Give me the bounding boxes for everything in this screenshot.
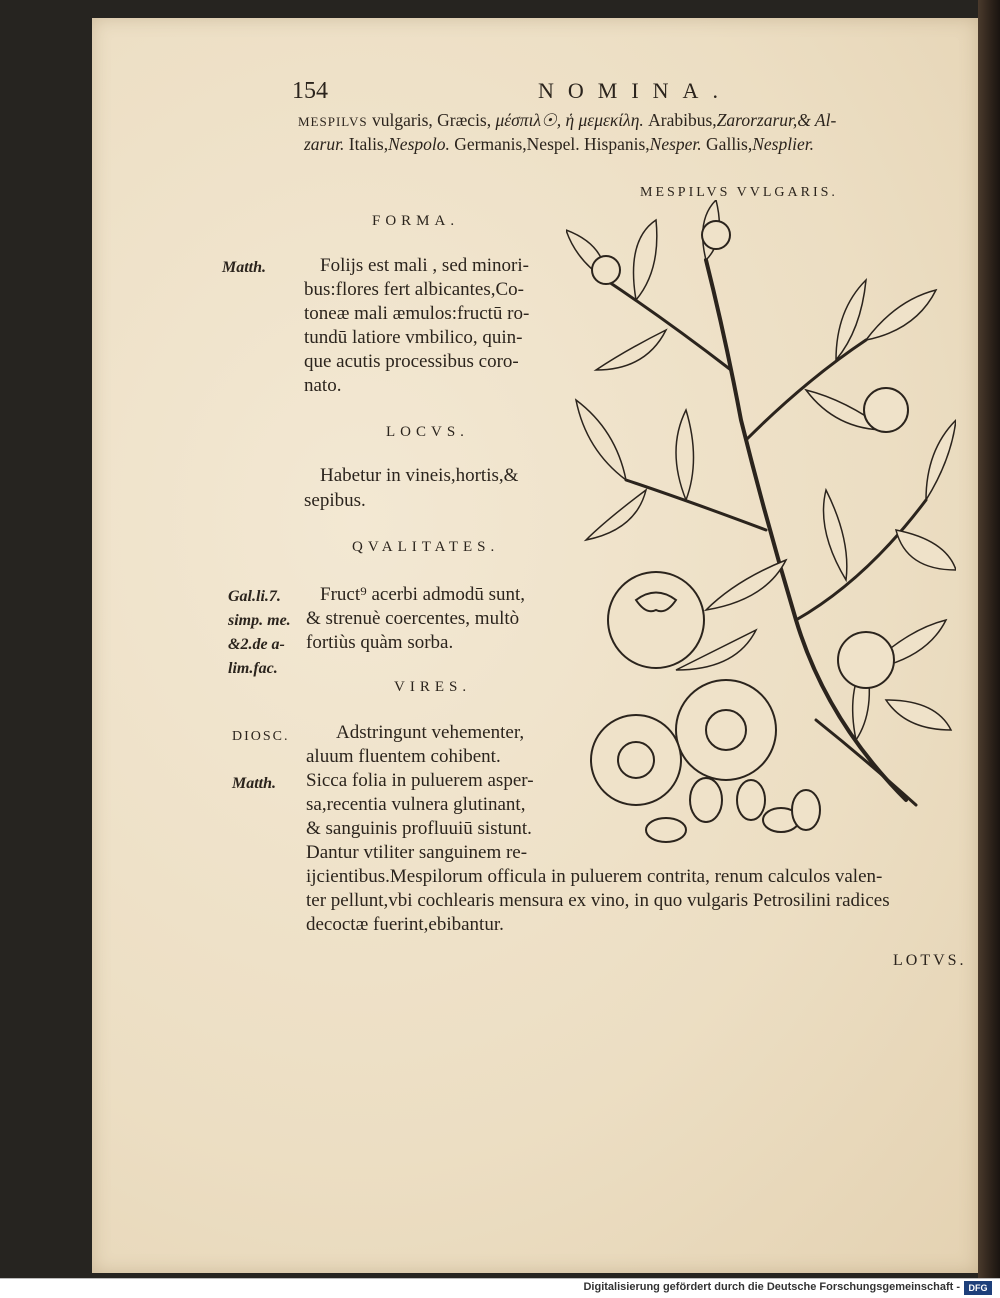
margin-note-matth: Matth. xyxy=(232,775,277,792)
italian-name: Nespolo. xyxy=(388,134,450,154)
nomina-text: vulgaris, Græcis, xyxy=(372,110,492,130)
margin-note-dioscorides: DIOSC. xyxy=(232,729,290,744)
margin-note-galen: Gal.li.7. xyxy=(228,588,281,605)
margin-note-galen: &2.de a- xyxy=(228,636,285,653)
catchword: LOTVS. xyxy=(893,952,967,969)
forma-line: toneæ mali æmulos:fructū ro- xyxy=(304,303,530,324)
species-name: MESPILVS xyxy=(298,114,368,129)
forma-line: bus:flores fert albicantes,Co- xyxy=(304,279,525,300)
spanish-name: Nesper. xyxy=(649,134,702,154)
heading-forma: FORMA. xyxy=(372,213,460,229)
footer-bar xyxy=(0,1278,1000,1298)
forma-line: Folijs est mali , sed minori- xyxy=(320,255,529,276)
nomina-text: Hispanis, xyxy=(584,134,650,154)
heading-vires: VIRES. xyxy=(394,679,472,695)
plate-label: MESPILVS VVLGARIS. xyxy=(640,185,838,200)
nomina-text: Gallis, xyxy=(706,134,753,154)
nomina-text: Italis, xyxy=(348,134,389,154)
vires-line: ter pellunt,vbi cochlearis mensura ex vino, in quo vulgaris Petrosilini radices xyxy=(306,890,890,911)
margin-note-galen: lim.fac. xyxy=(228,660,278,677)
forma-line: tundū latiore vmbilico, quin- xyxy=(304,327,523,348)
vires-line: Sicca folia in puluerem asper- xyxy=(306,770,534,791)
nomina-text: Arabibus, xyxy=(648,110,717,130)
vires-line: sa,recentia vulnera glutinant, xyxy=(306,794,526,815)
running-head: NOMINA. xyxy=(538,78,732,103)
vires-line: ijcientibus.Mespilorum officula in puluerem contrita, renum calculos valen- xyxy=(306,866,883,887)
page-number: 154 xyxy=(292,78,328,104)
nomina-text: Germanis, xyxy=(454,134,527,154)
forma-line: que acutis processibus coro- xyxy=(304,351,519,372)
locus-line: Habetur in vineis,hortis,& xyxy=(320,465,519,486)
qualitates-line: fortiùs quàm sorba. xyxy=(306,632,454,653)
margin-note-matth: Matth. xyxy=(222,259,267,276)
locus-line: sepibus. xyxy=(304,490,366,511)
french-name: Nesplier. xyxy=(752,134,814,154)
footer-credit: Digitalisierung gefördert durch die Deutsche Forschungsgemeinschaft - xyxy=(583,1281,960,1293)
book-spine-edge xyxy=(978,0,1000,1278)
greek-name: μέσπιλ☉, ἡ μεμεκίλη. xyxy=(495,110,644,130)
dfg-logo-icon: DFG xyxy=(964,1281,992,1295)
arabic-name: Zarorzarur,& Al- xyxy=(716,110,837,130)
margin-note-galen: simp. me. xyxy=(228,612,291,629)
vires-line: & sanguinis profluuiū sistunt. xyxy=(306,818,532,839)
vires-line: aluum fluentem cohibent. xyxy=(306,746,501,767)
heading-qualitates: QVALITATES. xyxy=(352,539,500,555)
qualitates-line: Fruct⁹ acerbi admodū sunt, xyxy=(320,584,526,605)
nomina-line-2 xyxy=(304,134,814,155)
arabic-name-cont: zarur. xyxy=(304,134,345,154)
heading-locus: LOCVS. xyxy=(386,424,469,440)
german-name: Nespel. xyxy=(526,134,580,154)
vires-line: decoctæ fuerint,ebibantur. xyxy=(306,914,504,935)
forma-line: nato. xyxy=(304,375,342,396)
mespilus-woodcut-illustration xyxy=(566,200,956,850)
vires-line: Dantur vtiliter sanguinem re- xyxy=(306,842,528,863)
qualitates-line: & strenuè coercentes, multò xyxy=(306,608,520,629)
vires-line: Adstringunt vehementer, xyxy=(336,722,525,743)
nomina-line-1 xyxy=(298,110,836,131)
